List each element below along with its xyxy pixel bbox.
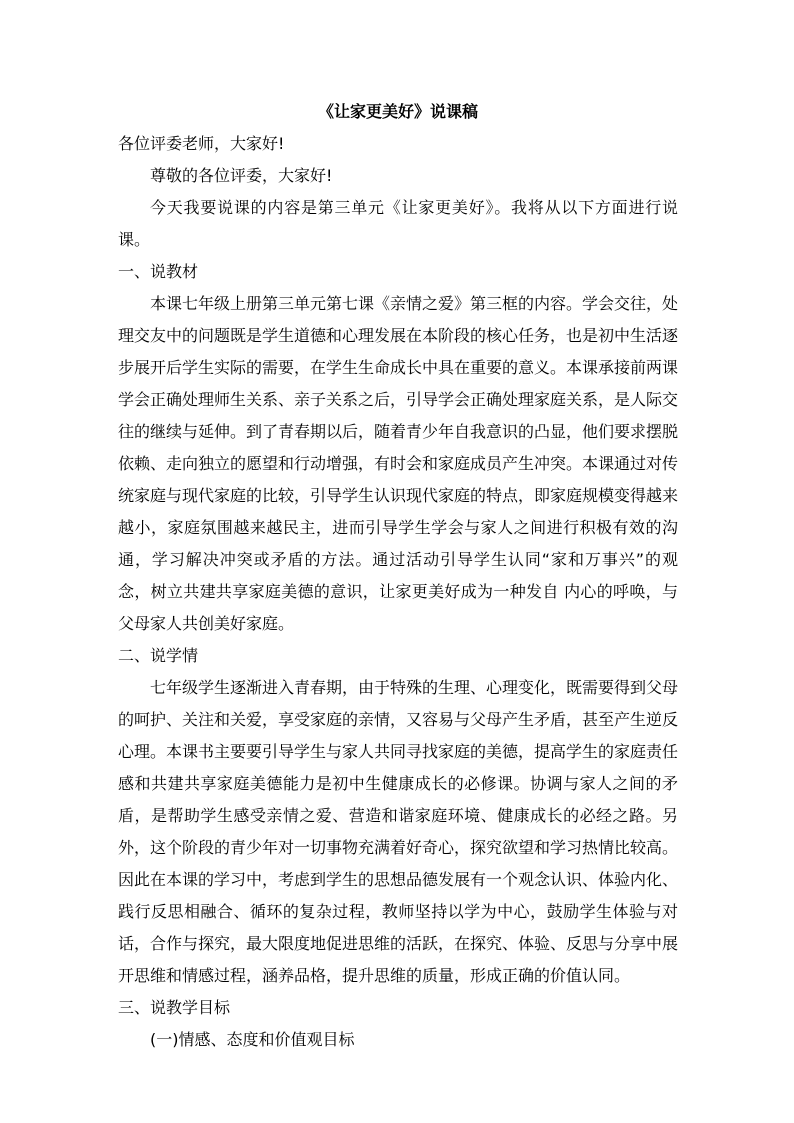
students-paragraph: 七年级学生逐渐进入青春期，由于特殊的生理、心理变化，既需要得到父母的呵护、关注和关爱，享受家庭的亲情，又容易与父母产生矛盾，甚至产生逆反心理。本课书主要要引导学生与家人共同寻找家庭的美德，提高学生的家庭责任感和共建共享家庭美德能力是初中生健康成长的必修课。协调与家人之间的矛盾，是帮助学生感受亲情之爱、营造和谐家庭环境、健康成长的必经之路。另外，这个阶段的青少年对一切事物充满着好奇心，探究欲望和学习热情比较高。因此在本课的学习中，考虑到学生的思想品德发展有一个观念认识、体验内化、践行反思相融合、循环的复杂过程，教师坚持以学为中心，鼓励学生体验与对话，合作与探究，最大限度地促进思维的活跃，在探究、体验、反思与分享中展开思维和情感过程，涵养品格，提升思维的质量，形成正确的价值认同。 [118, 678, 679, 985]
document-title: 《让家更美好》说课稿 [317, 102, 478, 121]
section-heading-objectives: 三、说教学目标 [118, 998, 231, 1017]
greeting: 各位评委老师，大家好! [118, 134, 285, 153]
document-page [118, 96, 678, 1056]
intro-paragraph: 今天我要说课的内容是第三单元《让家更美好》。我将从以下方面进行说课。 [118, 198, 678, 249]
section-heading-students: 二、说学情 [118, 646, 199, 665]
salutation: 尊敬的各位评委，大家好! [150, 166, 333, 185]
objectives-subheading: (一)情感、态度和价值观目标 [150, 1030, 355, 1049]
section-heading-textbook: 一、说教材 [118, 262, 199, 281]
textbook-paragraph: 本课七年级上册第三单元第七课《亲情之爱》第三框的内容。学会交往，处理交友中的问题既是学生道德和心理发展在本阶段的核心任务，也是初中生活逐步展开后学生实际的需要，在学生生命成长中具在重要的意义。本课承接前两课学会正确处理师生关系、亲子关系之后，引导学会正确处理家庭关系，是人际交往的继续与延伸。到了青春期以后，随着青少年自我意识的凸显，他们要求摆脱依赖、走向独立的愿望和行动增强，有时会和家庭成员产生冲突。本课通过对传统家庭与现代家庭的比较，引导学生认识现代家庭的特点，即家庭规模变得越来越小，家庭氛围越来越民主，进而引导学生学会与家人之间进行积极有效的沟通，学习解决冲突或矛盾的方法。通过活动引导学生认同“家和万事兴”的观念，树立共建共享家庭美德的意识，让家更美好成为一种发自 内心的呼唤，与父母家人共创美好家庭。 [118, 294, 679, 633]
